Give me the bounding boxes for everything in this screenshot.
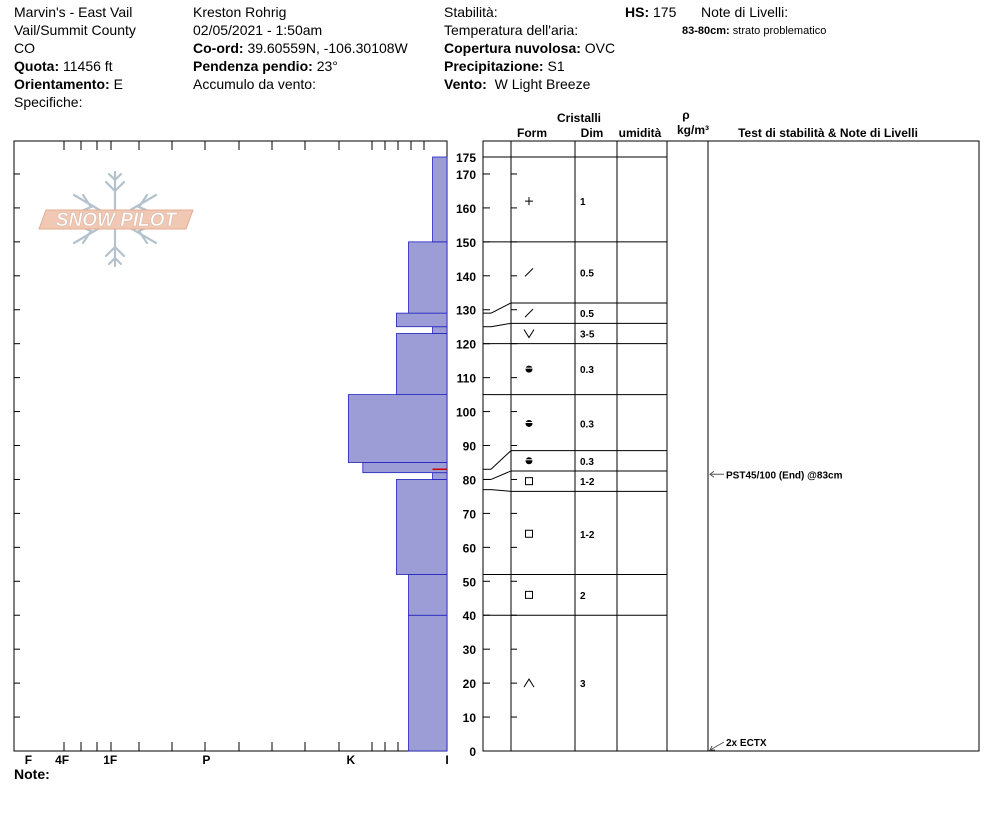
rounded-grain-icon xyxy=(526,420,533,427)
orientamento-label: Orientamento: xyxy=(14,76,110,92)
facet-caret-icon xyxy=(524,679,534,687)
hardness-layer xyxy=(396,334,447,395)
crystal-dim: 1-2 xyxy=(580,529,595,541)
height-tick-label: 50 xyxy=(462,575,476,590)
hardness-axis-label: 1F xyxy=(103,753,118,767)
crystal-dim: 0.3 xyxy=(580,419,594,431)
note-livelli-text: strato problematico xyxy=(732,25,827,37)
note-livelli-depth: 83-80cm: xyxy=(682,25,730,37)
boundary-connector xyxy=(491,490,511,492)
hs-label: HS: xyxy=(625,4,650,20)
hardness-layer xyxy=(433,327,447,334)
note-livelli-label: Note di Livelli: xyxy=(701,4,789,20)
height-tick-label: 170 xyxy=(455,167,476,182)
height-tick-label: 120 xyxy=(455,337,476,352)
boundary-connector xyxy=(491,451,511,470)
crystal-dim: 0.5 xyxy=(580,309,594,321)
hardness-layer xyxy=(409,242,447,313)
copertura-label: Copertura nuvolosa: xyxy=(444,40,581,56)
note-label: Note: xyxy=(14,766,50,782)
hardness-chart xyxy=(14,141,449,767)
hardness-layer xyxy=(433,473,447,480)
crystal-form-symbol xyxy=(524,679,534,687)
crystal-dim: 1 xyxy=(580,197,586,209)
hardness-layer xyxy=(433,157,447,242)
hardness-axis-label: P xyxy=(202,753,211,767)
precip-value: S1 xyxy=(547,58,565,74)
pendenza-value: 23° xyxy=(316,58,338,74)
test-arrow xyxy=(710,742,724,750)
height-tick-label: 140 xyxy=(455,269,476,284)
copertura-value: OVC xyxy=(584,40,616,56)
vento-label: Vento: xyxy=(444,76,487,92)
observation-datetime: 02/05/2021 - 1:50am xyxy=(193,22,323,38)
boundary-connector xyxy=(491,323,511,326)
height-tick-label: 80 xyxy=(462,473,476,488)
square-icon xyxy=(526,591,533,598)
crystal-form-symbol xyxy=(526,420,533,427)
hardness-axis-label: F xyxy=(24,753,33,767)
height-tick-label: 100 xyxy=(455,405,476,420)
hardness-layer xyxy=(396,313,447,327)
rounded-grain-icon xyxy=(526,366,533,373)
hardness-axis-label: I xyxy=(445,753,449,767)
location-line-1: Marvin's - East Vail xyxy=(14,4,133,20)
crystal-form-symbol xyxy=(526,591,533,598)
coord-value: 39.60559N, -106.30108W xyxy=(247,40,408,56)
rounded-grain-icon xyxy=(526,457,533,464)
vento-value: W Light Breeze xyxy=(494,76,591,92)
stability-test-label: 2x ECTX xyxy=(726,738,767,749)
crystal-dim: 0.5 xyxy=(580,268,594,280)
hardness-layer xyxy=(348,395,447,463)
column-form: Form xyxy=(517,126,547,140)
height-tick-label: 40 xyxy=(462,609,476,624)
quota-label: Quota: xyxy=(14,58,60,74)
hardness-layer xyxy=(396,479,447,574)
observer-name: Kreston Rohrig xyxy=(193,4,287,20)
square-icon xyxy=(526,478,533,485)
hardness-layer xyxy=(409,615,447,751)
column-rho: ρ xyxy=(682,108,690,122)
column-tests-notes: Test di stabilità & Note di Livelli xyxy=(738,126,918,140)
height-tick-label: 130 xyxy=(455,303,476,318)
height-tick-label: 110 xyxy=(456,371,476,386)
square-icon xyxy=(526,530,533,537)
specifiche-label: Specifiche: xyxy=(14,94,83,110)
boundary-connector xyxy=(491,303,511,313)
stability-test-label: PST45/100 (End) @83cm xyxy=(726,470,843,482)
table-frame xyxy=(483,141,979,751)
orientamento-value: E xyxy=(113,76,123,92)
quota-value: 11456 ft xyxy=(63,58,113,74)
column-cristalli: Cristalli xyxy=(556,111,602,125)
hardness-axis-label: 4F xyxy=(55,753,70,767)
crystal-dim: 1-2 xyxy=(580,477,595,489)
crystal-dim: 3-5 xyxy=(580,329,595,341)
snowpilot-logo xyxy=(39,172,193,266)
layer-table xyxy=(483,141,979,751)
stabilita-label: Stabilità: xyxy=(444,4,498,20)
slash-icon xyxy=(525,268,533,276)
logo-text: SNOW PILOT xyxy=(55,210,177,231)
column-umidita: umidità xyxy=(618,126,662,140)
hardness-layer xyxy=(363,462,447,472)
height-tick-label: 60 xyxy=(462,541,476,556)
crystal-form-symbol xyxy=(526,530,533,537)
hardness-axis-label: K xyxy=(346,753,356,767)
slash-icon xyxy=(525,309,533,317)
height-tick-label: 0 xyxy=(469,745,476,759)
height-tick-label: 30 xyxy=(462,643,476,658)
hardness-layer xyxy=(409,574,447,615)
height-tick-label: 10 xyxy=(462,711,476,726)
location-line-3: CO xyxy=(14,40,35,56)
crystal-dim: 0.3 xyxy=(580,456,594,468)
boundary-connector xyxy=(491,471,511,479)
crystal-dim: 3 xyxy=(580,679,586,691)
depth-hoar-icon xyxy=(524,330,534,338)
column-density-unit: kg/m³ xyxy=(676,123,710,137)
height-tick-label: 160 xyxy=(455,201,476,216)
height-tick-label: 70 xyxy=(462,507,476,522)
temperatura-label: Temperatura dell'aria: xyxy=(444,22,579,38)
crystal-form-symbol xyxy=(526,366,533,373)
pendenza-label: Pendenza pendio: xyxy=(193,58,313,74)
crystal-form-symbol xyxy=(525,197,533,205)
crystal-dim: 2 xyxy=(580,590,586,602)
height-tick-label: 150 xyxy=(455,235,476,250)
crystal-form-symbol xyxy=(526,457,533,464)
coord-label: Co-ord: xyxy=(193,40,244,56)
crystal-form-symbol xyxy=(525,309,533,317)
crystal-form-symbol xyxy=(525,268,533,276)
height-tick-label: 90 xyxy=(462,439,476,454)
accumulo-label: Accumulo da vento: xyxy=(193,76,316,92)
crystal-dim: 0.3 xyxy=(580,365,594,377)
height-tick-label: 20 xyxy=(462,677,476,692)
height-tick-label: 175 xyxy=(455,151,476,165)
precip-label: Precipitazione: xyxy=(444,58,544,74)
location-line-2: Vail/Summit County xyxy=(14,22,136,38)
crystal-form-symbol xyxy=(524,330,534,338)
column-dim: Dim xyxy=(580,126,604,140)
hs-value: 175 xyxy=(653,4,677,20)
crystal-form-symbol xyxy=(526,478,533,485)
